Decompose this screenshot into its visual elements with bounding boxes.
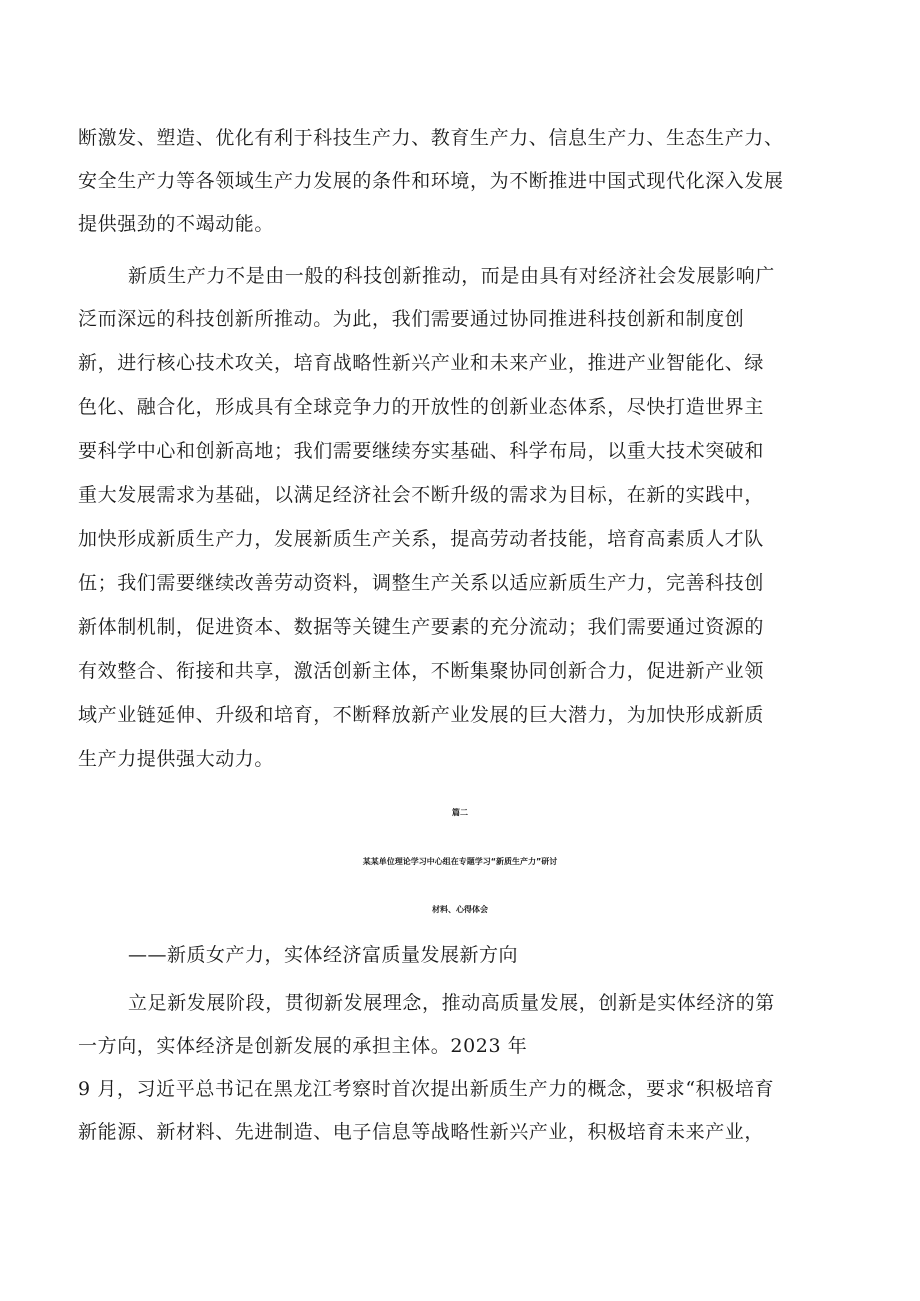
paragraph-2-line: 新质生产力不是由一般的科技创新推动，而是由具有对经济社会发展影响广 bbox=[128, 265, 775, 287]
paragraph-1-line: 断激发、塑造、优化有利于科技生产力、教育生产力、信息生产力、生态生产力、 bbox=[78, 127, 784, 149]
paragraph-2-line: 重大发展需求为基础，以满足经济社会不断升级的需求为目标，在新的实践中， bbox=[78, 484, 765, 506]
paragraph-2-line: 伍；我们需要继续改善劳动资料，调整生产关系以适应新质生产力，完善科技创 bbox=[78, 572, 765, 594]
paragraph-2-line: 色化、融合化，形成具有全球竞争力的开放性的创新业态体系，尽快打造世界主 bbox=[78, 396, 765, 418]
section-subtitle: ——新质女产力，实体经济富质量发展新方向 bbox=[128, 944, 519, 966]
paragraph-1-line: 提供强劲的不竭动能。 bbox=[78, 213, 275, 235]
section-label: 篇二 bbox=[452, 808, 468, 817]
paragraph-3-line: 9 月，习近平总书记在黑龙江考察时首次提出新质生产力的概念，要求“积极培育 bbox=[78, 1078, 775, 1100]
section-title-line-2: 材料、心得体会 bbox=[432, 905, 488, 914]
paragraph-2-line: 有效整合、衔接和共享，激活创新主体，不断集聚协同创新合力，促进新产业领 bbox=[78, 660, 765, 682]
paragraph-3-line: 新能源、新材料、先进制造、电子信息等战略性新兴产业，积极培育未来产业， bbox=[78, 1121, 765, 1143]
paragraph-3-line: 立足新发展阶段，贯彻新发展理念，推动高质量发展，创新是实体经济的第 bbox=[128, 992, 775, 1014]
paragraph-2-line: 新体制机制，促进资本、数据等关键生产要素的充分流动；我们需要通过资源的 bbox=[78, 616, 765, 638]
paragraph-3-line: 一方向，实体经济是创新发展的承担主体。2023 年 bbox=[78, 1035, 528, 1057]
paragraph-2-line: 要科学中心和创新高地；我们需要继续夯实基础、科学布局，以重大技术突破和 bbox=[78, 440, 765, 462]
paragraph-2-line: 生产力提供强大动力。 bbox=[78, 748, 275, 770]
paragraph-2-line: 域产业链延伸、升级和培育，不断释放新产业发展的巨大潜力，为加快形成新质 bbox=[78, 704, 765, 726]
paragraph-2-line: 泛而深远的科技创新所推动。为此，我们需要通过协同推进科技创新和制度创 bbox=[78, 308, 745, 330]
paragraph-1-line: 安全生产力等各领域生产力发展的条件和环境，为不断推进中国式现代化深入发展 bbox=[78, 170, 784, 192]
paragraph-2-line: 新，进行核心技术攻关，培育战略性新兴产业和未来产业，推进产业智能化、绿 bbox=[78, 352, 765, 374]
section-title-line-1: 某某单位理论学习中心组在专题学习“新质生产力”研讨 bbox=[362, 857, 558, 866]
paragraph-2-line: 加快形成新质生产力，发展新质生产关系，提高劳动者技能，培育高素质人才队 bbox=[78, 528, 765, 550]
